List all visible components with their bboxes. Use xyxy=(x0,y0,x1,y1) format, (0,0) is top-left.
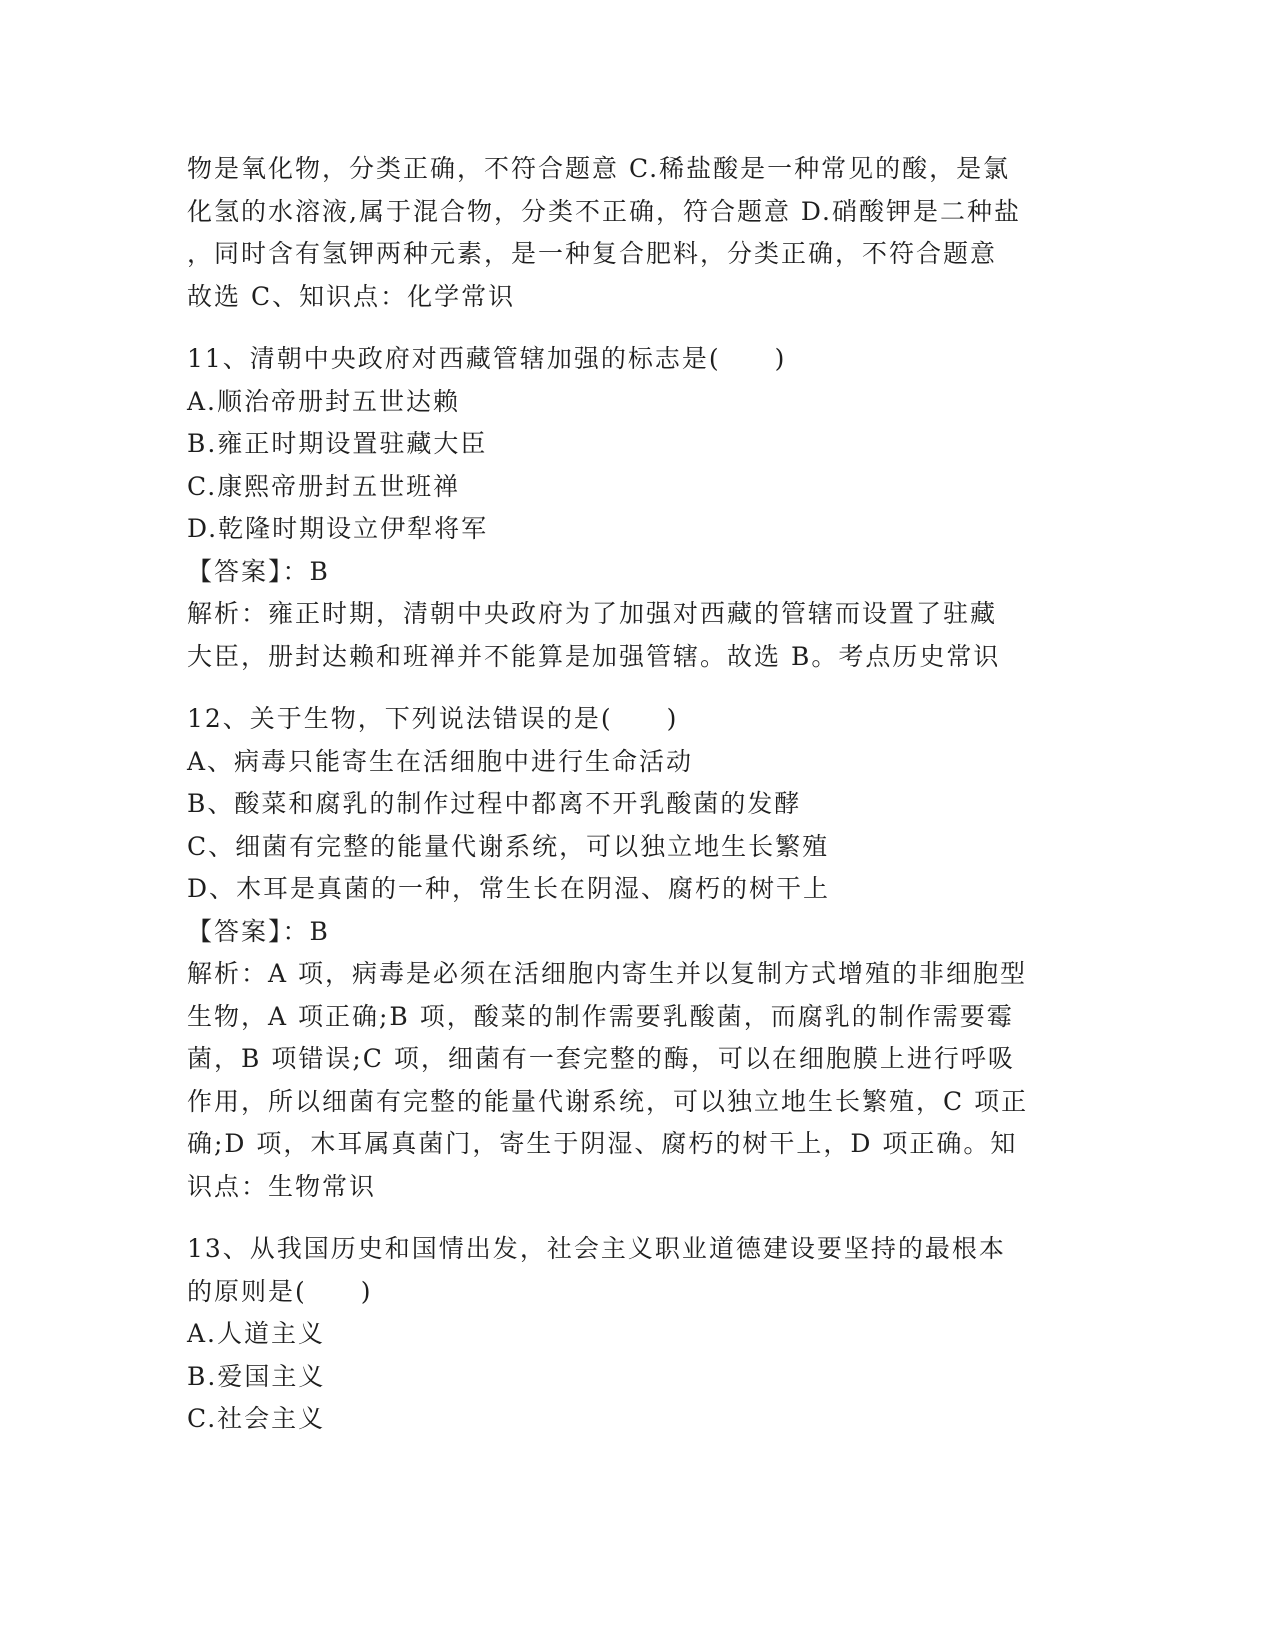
question-stem: 13、从我国历史和国情出发，社会主义职业道德建设要坚持的最根本 xyxy=(187,1234,1006,1263)
spacer xyxy=(187,1208,1087,1228)
option-a: A.顺治帝册封五世达赖 xyxy=(187,386,461,416)
explanation-line: 识点：生物常识 xyxy=(187,1171,377,1201)
explanation-line: 作用，所以细菌有完整的能量代谢系统，可以独立地生长繁殖，C 项正 xyxy=(187,1086,1029,1116)
option-b: B.爱国主义 xyxy=(187,1361,326,1391)
question-stem: 12、关于生物，下列说法错误的是( ) xyxy=(187,704,679,733)
option-a: A、病毒只能寄生在活细胞中进行生命活动 xyxy=(187,746,694,776)
question-13 xyxy=(187,1228,1087,1441)
explanation-line: 大臣，册封达赖和班禅并不能算是加强管辖。故选 B。考点历史常识 xyxy=(187,641,1001,671)
answer-line: 【答案】：B xyxy=(187,916,330,946)
explanation-line: 确;D 项，木耳属真菌门，寄生于阴湿、腐朽的树干上，D 项正确。知 xyxy=(187,1129,1018,1158)
spacer xyxy=(187,318,1087,338)
question-12 xyxy=(187,698,1087,1208)
explanation-line: 生物，A 项正确;B 项，酸菜的制作需要乳酸菌，而腐乳的制作需要霉 xyxy=(187,1001,1014,1031)
option-c: C.康熙帝册封五世班禅 xyxy=(187,471,461,501)
answer-line: 【答案】：B xyxy=(187,556,330,586)
option-c: C、细菌有完整的能量代谢系统，可以独立地生长繁殖 xyxy=(187,831,830,861)
option-d: D.乾隆时期设立伊犁将军 xyxy=(187,514,489,543)
option-b: B、酸菜和腐乳的制作过程中都离不开乳酸菌的发酵 xyxy=(187,789,802,818)
option-c: C.社会主义 xyxy=(187,1404,326,1433)
question-stem: 11、清朝中央政府对西藏管辖加强的标志是( ) xyxy=(187,344,787,373)
option-d: D、木耳是真菌的一种，常生长在阴湿、腐朽的树干上 xyxy=(187,874,831,903)
carryover-explanation xyxy=(187,148,1087,318)
question-11 xyxy=(187,338,1087,678)
explanation-line: 解析：雍正时期，清朝中央政府为了加强对西藏的管辖而设置了驻藏 xyxy=(187,599,998,628)
spacer xyxy=(187,678,1087,698)
explanation-line: 故选 C、知识点：化学常识 xyxy=(187,281,516,311)
explanation-line: ，同时含有氢钾两种元素，是一种复合肥料，分类正确，不符合题意 xyxy=(187,239,998,268)
explanation-line: 物是氧化物，分类正确，不符合题意 C.稀盐酸是一种常见的酸，是氯 xyxy=(187,154,1011,183)
document-content xyxy=(187,148,1087,1441)
explanation-line: 解析：A 项，病毒是必须在活细胞内寄生并以复制方式增殖的非细胞型 xyxy=(187,959,1028,988)
explanation-line: 化氢的水溶液,属于混合物，分类不正确，符合题意 D.硝酸钾是二种盐 xyxy=(187,196,1021,226)
question-stem: 的原则是( ) xyxy=(187,1276,373,1306)
explanation-line: 菌，B 项错误;C 项，细菌有一套完整的酶，可以在细胞膜上进行呼吸 xyxy=(187,1044,1015,1073)
option-b: B.雍正时期设置驻藏大臣 xyxy=(187,429,488,458)
option-a: A.人道主义 xyxy=(187,1319,326,1348)
